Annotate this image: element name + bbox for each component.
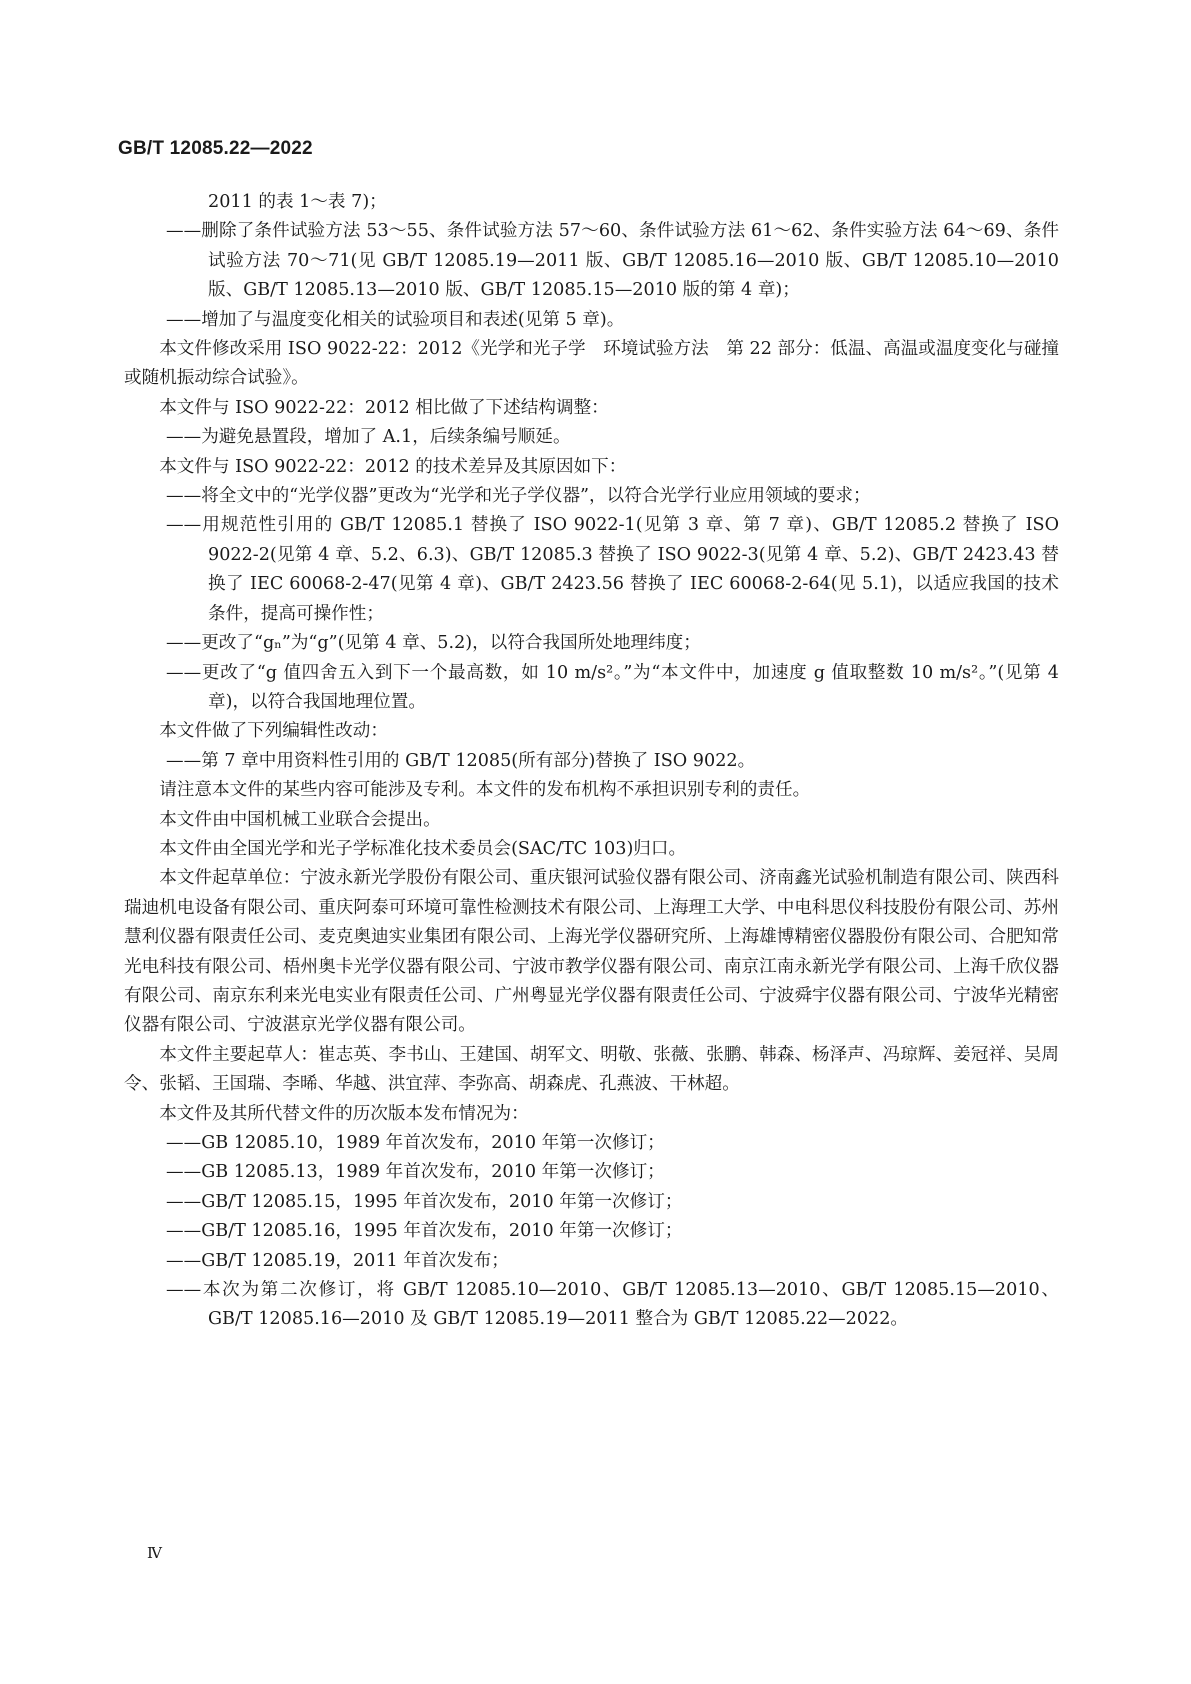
paragraph: 本文件与 ISO 9022-22：2012 的技术差异及其原因如下： — [159, 456, 627, 477]
paragraph: 本文件由全国光学和光子学标准化技术委员会(SAC/TC 103)归口。 — [159, 838, 687, 859]
list-item: ——GB/T 12085.15，1995 年首次发布，2010 年第一次修订； — [166, 1191, 683, 1212]
paragraph: 本文件与 ISO 9022-22：2012 相比做了下述结构调整： — [159, 397, 609, 418]
paragraph: 本文件主要起草人：崔志英、李书山、王建国、胡军文、明敬、张薇、张鹏、韩森、杨泽声、冯琼辉、姜冠祥、吴周令、张韬、王国瑞、李晞、华越、洪宜萍、李弥高、胡森虎、孔燕波、干林超。 — [124, 1044, 1059, 1095]
foreword-body — [124, 188, 1059, 1335]
list-item: ——删除了条件试验方法 53～55、条件试验方法 57～60、条件试验方法 61～62、条件实验方法 64～69、条件试验方法 70～71(见 GB/T 12085.19—2011 版、GB/T 12085.16—2010 版、GB/T 12085.10—2010 版、GB/T 12085.13—2010 版、GB/T 12085.15—2010 版的第 4 章)； — [166, 221, 1059, 301]
list-item: ——GB/T 12085.16，1995 年首次发布，2010 年第一次修订； — [166, 1221, 683, 1242]
list-item: ——GB/T 12085.19，2011 年首次发布； — [166, 1250, 509, 1271]
paragraph: 本文件由中国机械工业联合会提出。 — [159, 809, 441, 830]
paragraph: 本文件做了下列编辑性改动： — [159, 721, 388, 742]
list-item: ——更改了“gₙ”为“g”(见第 4 章、5.2)，以符合我国所处地理纬度； — [166, 633, 701, 654]
list-item: ——为避免悬置段，增加了 A.1，后续条编号顺延。 — [166, 427, 571, 448]
paragraph: 本文件起草单位：宁波永新光学股份有限公司、重庆银河试验仪器有限公司、济南鑫光试验机制造有限公司、陕西科瑞迪机电设备有限公司、重庆阿泰可环境可靠性检测技术有限公司、上海理工大学、中电科思仪科技股份有限公司、苏州慧利仪器有限责任公司、麦克奥迪实业集团有限公司、上海光学仪器研究所、上海雄博精密仪器股份有限公司、合肥知常光电科技有限公司、梧州奥卡光学仪器有限公司、宁波市教学仪器有限公司、南京江南永新光学有限公司、上海千欣仪器有限公司、南京东利来光电实业有限责任公司、广州粤显光学仪器有限责任公司、宁波舜宇仪器有限公司、宁波华光精密仪器有限公司、宁波湛京光学仪器有限公司。 — [124, 868, 1059, 1036]
list-item: ——增加了与温度变化相关的试验项目和表述(见第 5 章)。 — [166, 309, 625, 330]
list-item: ——更改了“g 值四舍五入到下一个最高数，如 10 m/s²。”为“本文件中，加速度 g 值取整数 10 m/s²。”(见第 4 章)，以符合我国地理位置。 — [166, 662, 1059, 712]
document-id-header: GB/T 12085.22—2022 — [118, 138, 313, 159]
list-item: ——本次为第二次修订，将 GB/T 12085.10—2010、GB/T 12085.13—2010、GB/T 12085.15—2010、GB/T 12085.16—2010 及 GB/T 12085.19—2011 整合为 GB/T 12085.22—2022。 — [166, 1280, 1059, 1330]
page-number: Ⅳ — [147, 1544, 162, 1562]
list-item: ——GB 12085.10，1989 年首次发布，2010 年第一次修订； — [166, 1133, 665, 1153]
list-item: ——用规范性引用的 GB/T 12085.1 替换了 ISO 9022-1(见第 3 章、第 7 章)、GB/T 12085.2 替换了 ISO 9022-2(见第 4 章、5.2、6.3)、GB/T 12085.3 替换了 ISO 9022-3(见第 4 章、5.2)、GB/T 2423.43 替换了 IEC 60068-2-47(见第 4 章)、GB/T 2423.56 替换了 IEC 60068-2-64(见 5.1)，以适应我国的技术条件，提高可操作性； — [166, 515, 1059, 624]
list-item: ——第 7 章中用资料性引用的 GB/T 12085(所有部分)替换了 ISO 9022。 — [166, 750, 756, 771]
list-item: ——GB 12085.13，1989 年首次发布，2010 年第一次修订； — [166, 1162, 665, 1183]
continued-text: 2011 的表 1～表 7)； — [208, 192, 387, 212]
paragraph: 请注意本文件的某些内容可能涉及专利。本文件的发布机构不承担识别专利的责任。 — [159, 780, 811, 801]
paragraph: 本文件及其所代替文件的历次版本发布情况为： — [159, 1103, 529, 1124]
paragraph: 本文件修改采用 ISO 9022-22：2012《光学和光子学 环境试验方法 第 22 部分：低温、高温或温度变化与碰撞或随机振动综合试验》。 — [124, 339, 1060, 389]
list-item: ——将全文中的“光学仪器”更改为“光学和光子学仪器”，以符合光学行业应用领域的要求； — [166, 486, 871, 507]
